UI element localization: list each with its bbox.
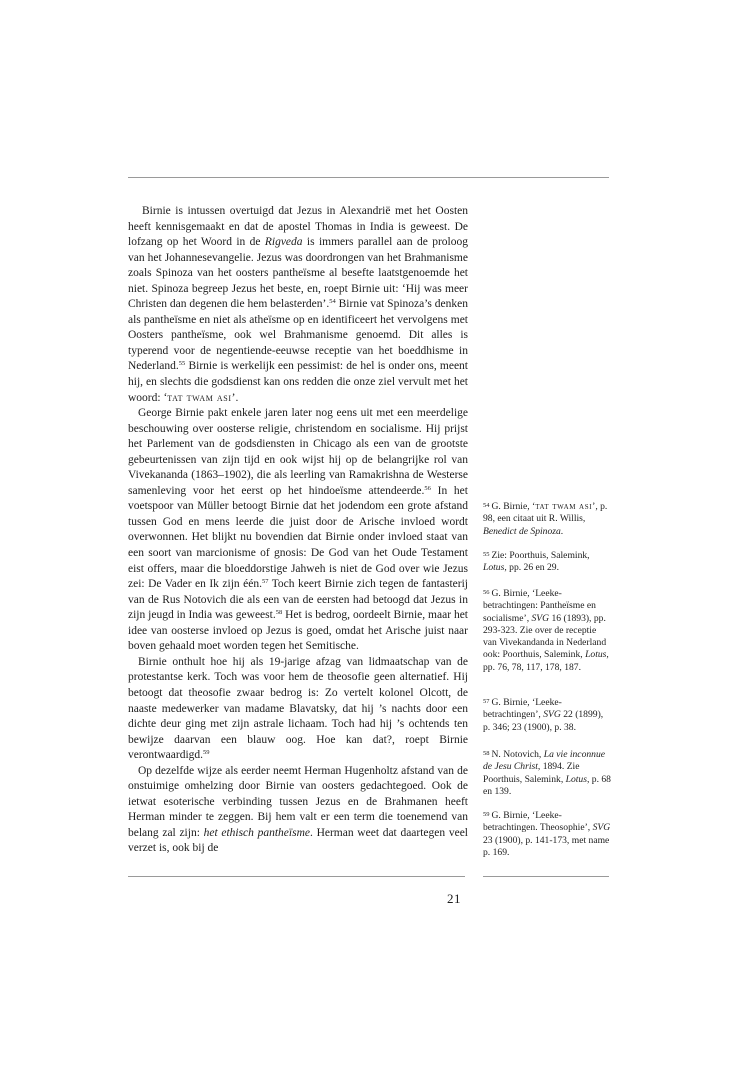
text-run: Birnie is werkelijk een pessimist: de hel is onder ons, meent hij, en slechts die godsdienst kan ons redden die onze ziel vervult met het woord: ‘ xyxy=(128,360,468,404)
italic-text: La vie inconnue de Jesu Christ xyxy=(483,749,606,773)
footnote xyxy=(483,549,611,575)
italic-text: Lotus xyxy=(565,773,587,785)
footnote-ref: 54 xyxy=(329,298,336,306)
footnote-number: 55 xyxy=(483,551,490,558)
italic-text: Lotus xyxy=(483,562,505,574)
footnote xyxy=(483,500,611,538)
text-run: Birnie onthult hoe hij als 19-jarige afzag van lidmaatschap van de protestantse kerk. Toch was voor hem de theosofie geen alternatief. Hij betoogt dat theosofie zwaar bedrog is: Zo vertelt kolonel Olcott, de naaste medewerker van madame Blavatsky, dat hij ’s nachts door een dichte deur ging met zijn astrale lichaam. Toch had hij ’s ochtends ten bewijze daarvan een blauw oog. Hoe kan dat?, roept Birnie verontwaardigd. xyxy=(128,655,468,762)
text-run: Birnie vat Spinoza’s denken als pantheïsme en niet als atheïsme op en identificeert het vervolgens met Oosters pantheïsme, ook wel Brahmanisme genoemd. Dit alles is typerend voor de negentiende-eeuwse receptie van het boeddhisme in Nederland. xyxy=(128,298,468,373)
body-paragraph xyxy=(128,655,468,764)
footnote xyxy=(483,587,611,674)
text-run: G. Birnie, ‘Leeke-betrachtingen: Pantheïsme en socialisme’, xyxy=(483,588,596,624)
text-run: Op dezelfde wijze als eerder neemt Herman Hugenholtz afstand van de onstuimige omhelzing door Birnie van oosters gedachtegoed. Ook de ietwat esoterische verbinding tussen Jezus en de Brahmanen heeft Herman minder te zeggen. Bij hem valt er een term die toenemend van belang zal zijn: xyxy=(128,764,468,839)
text-run: , 1894. Zie Poorthuis, Salemink, xyxy=(483,761,580,785)
italic-text: Lotus xyxy=(585,649,607,661)
text-run: , pp. 76, 78, 117, 178, 187. xyxy=(483,649,609,673)
text-run: 22 (1899), p. 346; 23 (1900), p. 38. xyxy=(483,709,604,733)
italic-text: SVG xyxy=(592,822,611,834)
italic-text: Rigveda xyxy=(264,236,303,249)
text-run: ’, p. 98, een citaat uit R. Willis, xyxy=(483,501,608,525)
header-rule xyxy=(128,177,609,178)
text-run: Zie: Poorthuis, Salemink, xyxy=(491,550,590,561)
italic-text: het ethisch pantheïsme xyxy=(203,826,310,839)
text-run: G. Birnie, ‘Leeke-betrachtingen. Theosophie’, xyxy=(483,810,593,834)
text-run: In het voetspoor van Müller betoogt Birnie dat het jodendom een grote afstand tussen God en mens leerde die juist door de Arische invloed wordt overwonnen. Het blijkt nu bovendien dat Birnie onder invloed staat van een soort van marcionisme of gnosis: De God van het Oude Testament eist offers, maar die bloeddorstige Jahweh is niet de God over wie Jezus zei: De Vader en Ik zijn één. xyxy=(128,484,468,591)
body-paragraph xyxy=(128,204,468,406)
footnote-number: 57 xyxy=(483,698,490,705)
footnote-number: 58 xyxy=(483,750,490,757)
italic-text: SVG xyxy=(543,709,561,721)
italic-text: SVG xyxy=(531,612,550,624)
text-run: ’. xyxy=(231,391,239,404)
footnote-ref: 55 xyxy=(178,360,186,368)
footer-rule-notes xyxy=(483,876,609,877)
footer-rule-main xyxy=(128,876,465,877)
main-text-column xyxy=(128,204,468,857)
text-run: G. Birnie, ‘Leeke-betrachtingen’, xyxy=(483,697,562,721)
body-paragraph xyxy=(128,406,468,655)
text-run: 23 (1900), p. 141-173, met name p. 169. xyxy=(483,834,610,858)
footnote-ref: 56 xyxy=(424,484,431,492)
text-run: 16 (1893), pp. 293-323. Zie over de receptie van Vivekandanda in Nederland ook: Poorthuis, Salemink, xyxy=(483,612,607,661)
footnote-ref: 58 xyxy=(275,609,283,617)
text-run: G. Birnie, ‘ xyxy=(491,501,536,512)
text-run: . Herman weet dat daartegen veel verzet is, ook bij de xyxy=(128,826,468,855)
page-number: 21 xyxy=(447,891,461,906)
footnote xyxy=(483,696,611,734)
smallcaps-text: tat twam asi xyxy=(535,501,593,512)
footnote-ref: 57 xyxy=(261,578,269,586)
text-run: George Birnie pakt enkele jaren later nog eens uit met een meerdelige beschouwing over oosterse religie, christendom en socialisme. Hij prijst het Parlement van de godsdiensten in Chicago als een van de grootste gebeurtenissen van zijn tijd en ook wijst hij op de belangrijke rol van Vivekananda (1863–1902), die als leerling van Ramakrishna de Westerse samenleving voor het eerst op het hindoeïsme attendeerde. xyxy=(128,407,468,497)
text-run: . xyxy=(560,525,564,537)
text-run: Toch keert Birnie zich tegen de fantasterij van de Rus Notovich die als een van de eersten had betoogd dat Jezus in zijn jeugd in India was geweest. xyxy=(128,578,468,622)
text-run: Het is bedrog, oordeelt Birnie, maar het idee van oosterse invloed op Jezus is goed, omdat het Arische juist naar boven gehaald moet worden tegen het Semitische. xyxy=(128,609,468,653)
text-run: is immers parallel aan de proloog van het Johannesevangelie. Jezus was doordrongen van het Brahmanisme zoals Spinoza van het oosters pantheïsme al besefte laatstgenoemde het niet. Spinoza begreep Jezus het beste, en, roept Birnie uit: ‘Hij was meer Christen dan degenen die hem belasterden’. xyxy=(128,236,468,311)
text-run: Birnie is intussen overtuigd dat Jezus in Alexandrië met het Oosten heeft kennisgemaakt en dat de apostel Thomas in India is geweest. De lofzang op het Woord in de xyxy=(128,205,468,249)
footnote-number: 54 xyxy=(483,502,490,509)
body-paragraph xyxy=(128,764,468,857)
smallcaps-text: tat twam asi xyxy=(167,391,232,404)
italic-text: Benedict de Spinoza xyxy=(483,525,561,537)
footnote-number: 59 xyxy=(483,811,490,818)
footnote-ref: 59 xyxy=(203,749,210,757)
text-run: N. Notovich, xyxy=(491,749,544,760)
text-run: , p. 68 en 139. xyxy=(483,773,611,797)
footnote xyxy=(483,748,611,798)
footnote-number: 56 xyxy=(483,589,490,596)
text-run: , pp. 26 en 29. xyxy=(504,562,559,574)
footnote xyxy=(483,809,611,859)
